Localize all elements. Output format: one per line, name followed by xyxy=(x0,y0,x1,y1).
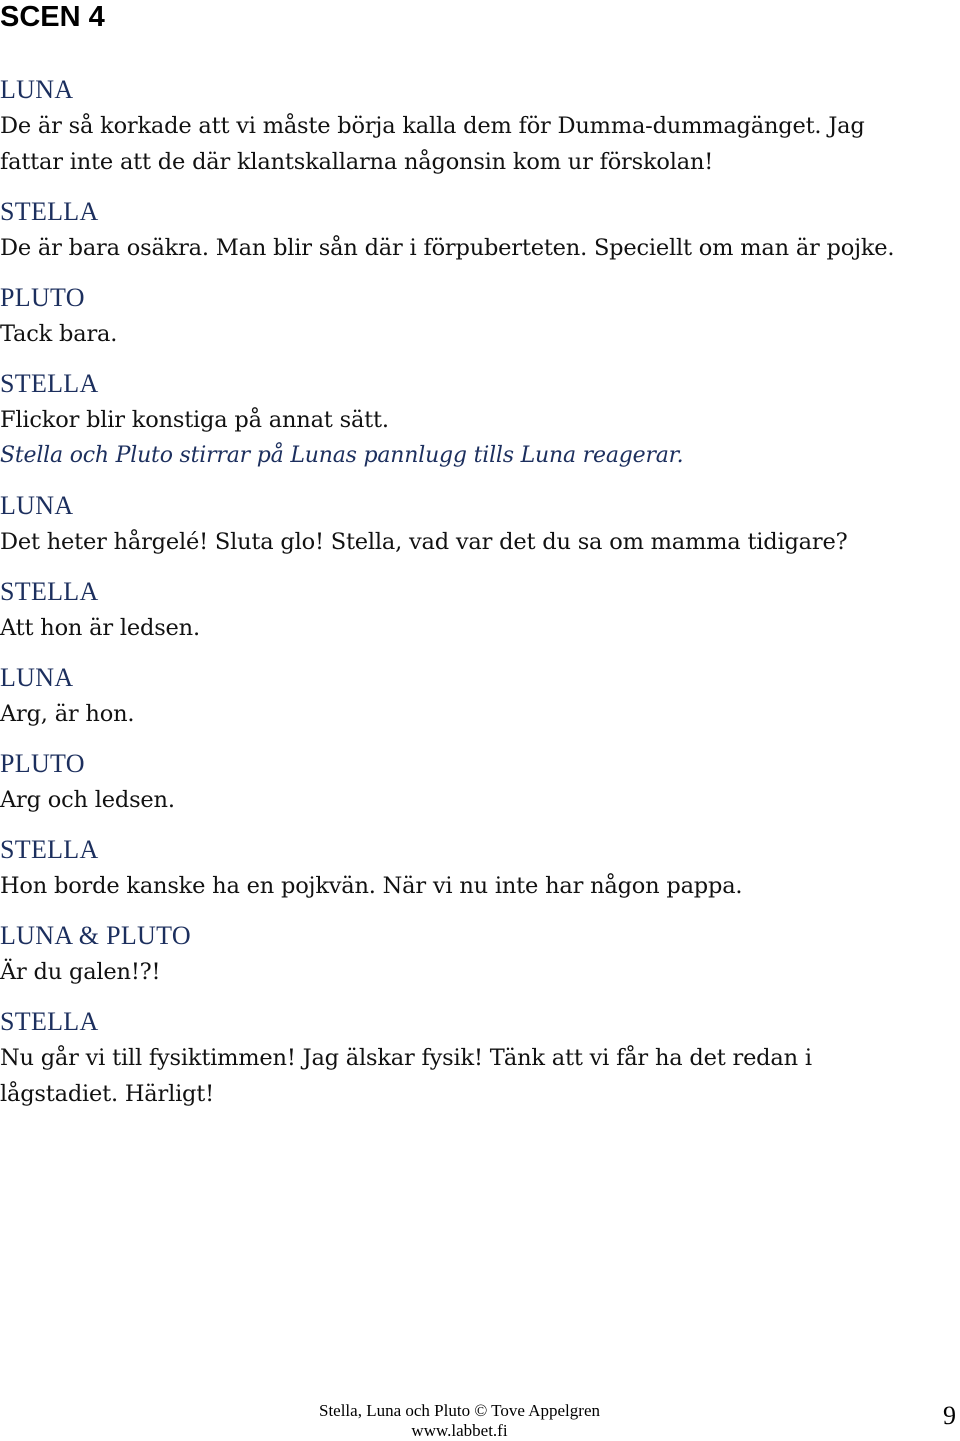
dialogue-line: Nu går vi till fysiktimmen! Jag älskar fysik! Tänk att vi får ha det redan i lågstadiet. Härligt! xyxy=(0,1045,812,1107)
speaker-name: LUNA xyxy=(0,75,74,104)
page-footer xyxy=(0,1400,960,1438)
dialogue-block xyxy=(0,280,930,352)
dialogue-line: Arg, är hon. xyxy=(0,701,135,727)
footer-website: www.labbet.fi xyxy=(411,1421,508,1440)
dialogue-line: Tack bara. xyxy=(0,321,118,347)
dialogue-block xyxy=(0,488,930,560)
stage-direction: Stella och Pluto stirrar på Lunas pannlugg tills Luna reagerar. xyxy=(0,443,684,468)
dialogue-line: Att hon är ledsen. xyxy=(0,615,200,641)
dialogue-line: Arg och ledsen. xyxy=(0,787,175,813)
speaker-name: LUNA xyxy=(0,491,74,520)
dialogue-line: Är du galen!?! xyxy=(0,959,161,985)
dialogue-line: Flickor blir konstiga på annat sätt. xyxy=(0,407,389,433)
dialogue-line: Hon borde kanske ha en pojkvän. När vi nu inte har någon pappa. xyxy=(0,873,743,899)
speaker-name: STELLA xyxy=(0,577,99,606)
speaker-name: PLUTO xyxy=(0,283,85,312)
script-body xyxy=(0,72,930,1126)
dialogue-block xyxy=(0,918,930,990)
speaker-name: STELLA xyxy=(0,197,99,226)
speaker-name: STELLA xyxy=(0,835,99,864)
speaker-name: PLUTO xyxy=(0,749,85,778)
footer-credit-block xyxy=(312,1401,607,1441)
dialogue-line: De är så korkade att vi måste börja kalla dem för Dumma-dummagänget. Jag fattar inte att de där klantskallarna någonsin kom ur förskolan! xyxy=(0,113,865,175)
dialogue-block xyxy=(0,574,930,646)
dialogue-block xyxy=(0,832,930,904)
dialogue-block xyxy=(0,660,930,732)
dialogue-line: De är bara osäkra. Man blir sån där i förpuberteten. Speciellt om man är pojke. xyxy=(0,235,895,261)
dialogue-block xyxy=(0,366,930,474)
scene-title: SCEN 4 xyxy=(0,1,105,33)
speaker-name: STELLA xyxy=(0,1007,99,1036)
dialogue-block xyxy=(0,746,930,818)
dialogue-line: Det heter hårgelé! Sluta glo! Stella, vad var det du sa om mamma tidigare? xyxy=(0,529,848,555)
speaker-name: STELLA xyxy=(0,369,99,398)
speaker-name: LUNA & PLUTO xyxy=(0,921,191,950)
speaker-name: LUNA xyxy=(0,663,74,692)
dialogue-block xyxy=(0,1004,930,1112)
dialogue-block xyxy=(0,72,930,180)
dialogue-block xyxy=(0,194,930,266)
footer-credit: Stella, Luna och Pluto © Tove Appelgren xyxy=(318,1401,600,1420)
page-number: 9 xyxy=(943,1401,956,1430)
